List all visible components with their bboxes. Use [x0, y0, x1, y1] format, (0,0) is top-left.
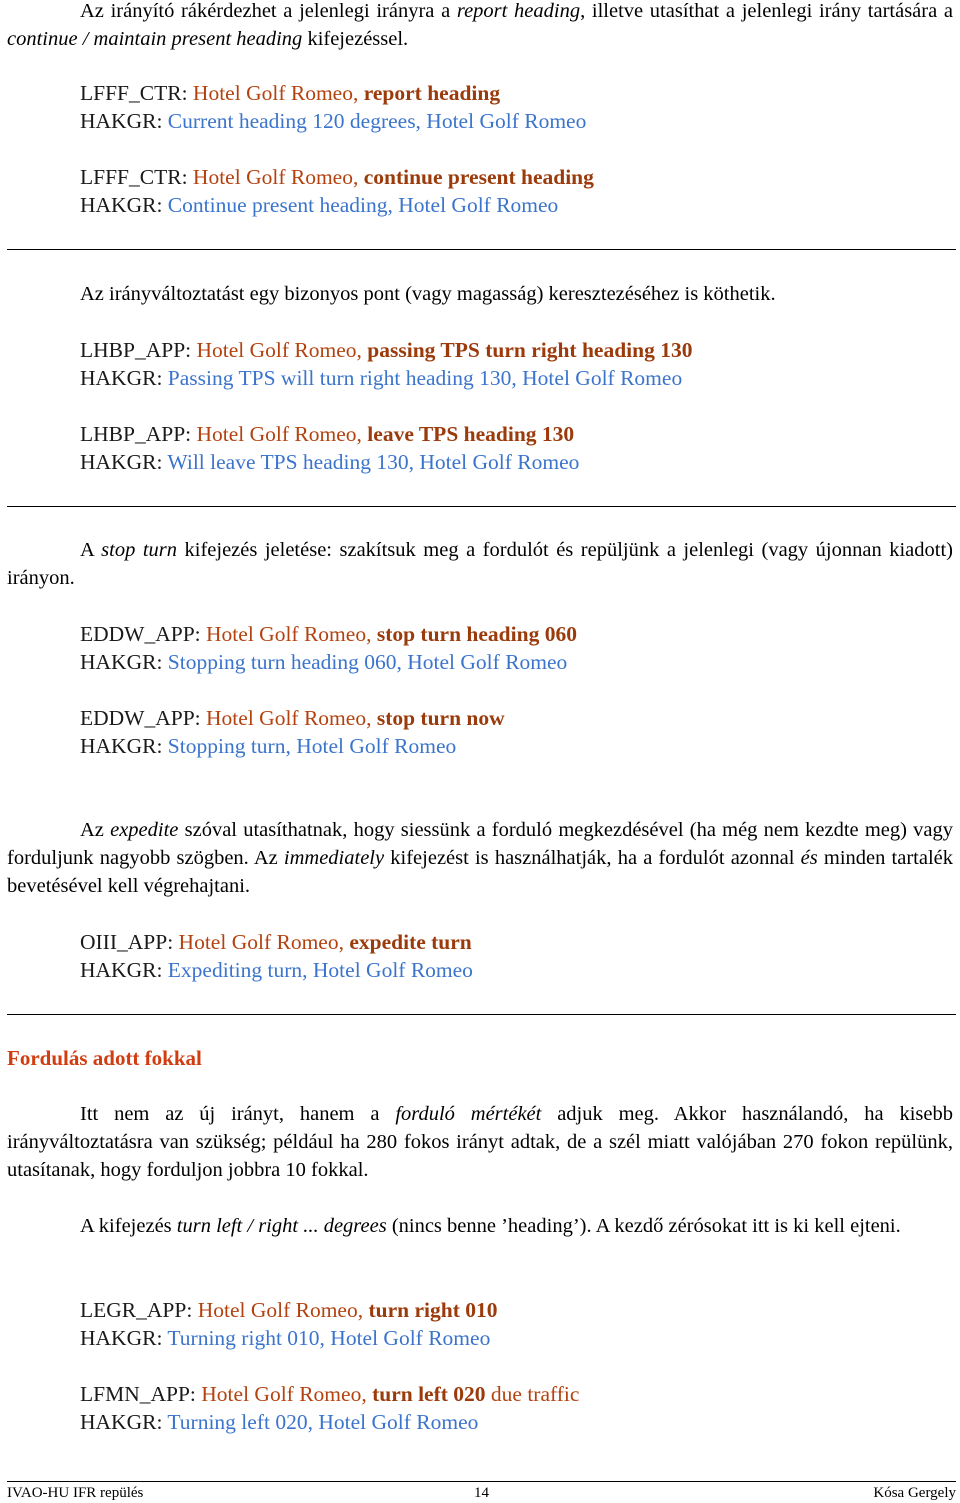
example-block-4 [80, 928, 473, 984]
text: , illetve utasíthat a jelenlegi irány tartására a [580, 0, 953, 22]
text: szóval utasíthatnak, hogy siessünk a forduló megkezdésével (ha még nem kezdte meg) vagy forduljunk nagyobb szögben. Az [7, 819, 953, 869]
station-callsign: OIII_APP: [80, 930, 174, 954]
pilot-callsign: HAKGR: [80, 958, 163, 982]
atc-line [80, 704, 577, 732]
callsign-text: Hotel Golf Romeo, [206, 706, 372, 730]
pilot-line [80, 648, 577, 676]
text: A [80, 539, 102, 561]
pilot-readback: Turning right 010, Hotel Golf Romeo [167, 1326, 491, 1350]
pilot-line [80, 956, 473, 984]
station-callsign: LHBP_APP: [80, 422, 192, 446]
paragraph-crossing [7, 280, 953, 308]
pilot-callsign: HAKGR: [80, 109, 163, 133]
italic-term: expedite [110, 819, 179, 841]
station-callsign: EDDW_APP: [80, 622, 201, 646]
pilot-readback: Current heading 120 degrees, Hotel Golf Romeo [167, 109, 587, 133]
example-block-1 [80, 79, 594, 219]
pilot-readback: Passing TPS will turn right heading 130, Hotel Golf Romeo [167, 366, 683, 390]
instruction-text: expedite turn [349, 930, 472, 954]
callsign-text: Hotel Golf Romeo, [192, 81, 359, 105]
instruction-text: report heading [363, 81, 501, 105]
text: adjuk meg. Akkor használandó, ha kisebb irányváltoztatásra van szükség; például ha 280 fokos irányt adtak, de a szél miatt valójában 270 fokon repülünk, utasítanak, hogy forduljon jobbra 10 fokkal. [7, 1103, 953, 1181]
atc-line [80, 163, 594, 191]
atc-line [80, 336, 692, 364]
station-callsign: LFFF_CTR: [80, 165, 188, 189]
italic-term: stop turn [101, 539, 178, 561]
paragraph-report-heading [7, 0, 953, 53]
pilot-readback: Stopping turn heading 060, Hotel Golf Romeo [167, 650, 568, 674]
callsign-text: Hotel Golf Romeo, [192, 165, 359, 189]
atc-line [80, 620, 577, 648]
divider [7, 249, 956, 250]
pilot-line [80, 191, 594, 219]
text: minden tartalék bevetésével kell végrehajtani. [7, 847, 953, 897]
station-callsign: EDDW_APP: [80, 706, 201, 730]
text: kifejezést is használhatják, ha a fordulót azonnal [384, 847, 801, 869]
pilot-readback: Turning left 020, Hotel Golf Romeo [167, 1410, 479, 1434]
pilot-readback: Expediting turn, Hotel Golf Romeo [167, 958, 473, 982]
atc-line [80, 79, 594, 107]
pilot-line [80, 364, 692, 392]
example-block-5 [80, 1296, 579, 1436]
section-heading: Fordulás adott fokkal [7, 1046, 202, 1070]
atc-line [80, 928, 473, 956]
atc-line [80, 1296, 579, 1324]
callsign-text: Hotel Golf Romeo, [201, 1382, 367, 1406]
text: Itt nem az új irányt, hanem a [80, 1103, 396, 1125]
instruction-text: turn right 010 [368, 1298, 498, 1322]
pilot-readback: Continue present heading, Hotel Golf Romeo [167, 193, 559, 217]
divider [7, 506, 956, 507]
pilot-callsign: HAKGR: [80, 650, 163, 674]
pilot-line [80, 448, 692, 476]
text: (nincs benne ’heading’). A kezdő zérósokat itt is ki kell ejteni. [386, 1215, 901, 1237]
instruction-text: stop turn now [376, 706, 505, 730]
station-callsign: LFMN_APP: [80, 1382, 196, 1406]
italic-term: continue / maintain present heading [7, 28, 303, 50]
example-block-2 [80, 336, 692, 476]
instruction-text: stop turn heading 060 [376, 622, 577, 646]
example-block-3 [80, 620, 577, 760]
italic-term: immediately [283, 847, 385, 869]
paragraph-expedite [7, 816, 953, 900]
callsign-text: Hotel Golf Romeo, [196, 338, 362, 362]
footer-title: IVAO-HU IFR repülés [7, 1485, 144, 1501]
callsign-text: Hotel Golf Romeo, [206, 622, 372, 646]
footer-author: Kósa Gergely [873, 1485, 956, 1501]
text: Az irányváltoztatást egy bizonyos pont (vagy magasság) keresztezéséhez is köthetik. [80, 283, 776, 305]
italic-term: turn left / right ... degrees [176, 1215, 387, 1237]
pilot-readback: Will leave TPS heading 130, Hotel Golf Romeo [167, 450, 580, 474]
station-callsign: LHBP_APP: [80, 338, 192, 362]
atc-line [80, 1380, 579, 1408]
pilot-callsign: HAKGR: [80, 734, 163, 758]
text: kifejezés jeletése: szakítsuk meg a fordulót és repüljünk a jelenlegi (vagy újonnan kiadott) irányon. [7, 539, 953, 589]
text: Az irányító rákérdezhet a jelenlegi irányra a [80, 0, 457, 22]
paragraph-phrase [7, 1212, 953, 1240]
pilot-line [80, 732, 577, 760]
instruction-text: passing TPS turn right heading 130 [367, 338, 693, 362]
station-callsign: LEGR_APP: [80, 1298, 193, 1322]
callsign-text: Hotel Golf Romeo, [178, 930, 344, 954]
italic-term: report heading [456, 0, 581, 22]
pilot-line [80, 107, 594, 135]
paragraph-turn-by-degrees [7, 1100, 953, 1184]
pilot-line [80, 1324, 579, 1352]
pilot-callsign: HAKGR: [80, 1326, 163, 1350]
page-number: 14 [474, 1485, 489, 1501]
pilot-callsign: HAKGR: [80, 1410, 163, 1434]
instruction-text: leave TPS heading 130 [367, 422, 575, 446]
text: Az [80, 819, 111, 841]
pilot-callsign: HAKGR: [80, 450, 163, 474]
callsign-text: due traffic [490, 1382, 580, 1406]
italic-term: és [800, 847, 818, 869]
instruction-text: turn left 020 [372, 1382, 486, 1406]
pilot-readback: Stopping turn, Hotel Golf Romeo [167, 734, 457, 758]
footer-divider [7, 1481, 956, 1482]
pilot-callsign: HAKGR: [80, 193, 163, 217]
station-callsign: LFFF_CTR: [80, 81, 188, 105]
pilot-callsign: HAKGR: [80, 366, 163, 390]
divider [7, 1014, 956, 1015]
italic-term: forduló mértékét [395, 1103, 542, 1125]
text: A kifejezés [80, 1215, 177, 1237]
atc-line [80, 420, 692, 448]
text: kifejezéssel. [302, 28, 409, 50]
callsign-text: Hotel Golf Romeo, [197, 1298, 364, 1322]
instruction-text: continue present heading [363, 165, 594, 189]
callsign-text: Hotel Golf Romeo, [196, 422, 362, 446]
pilot-line [80, 1408, 579, 1436]
paragraph-stop-turn [7, 536, 953, 592]
